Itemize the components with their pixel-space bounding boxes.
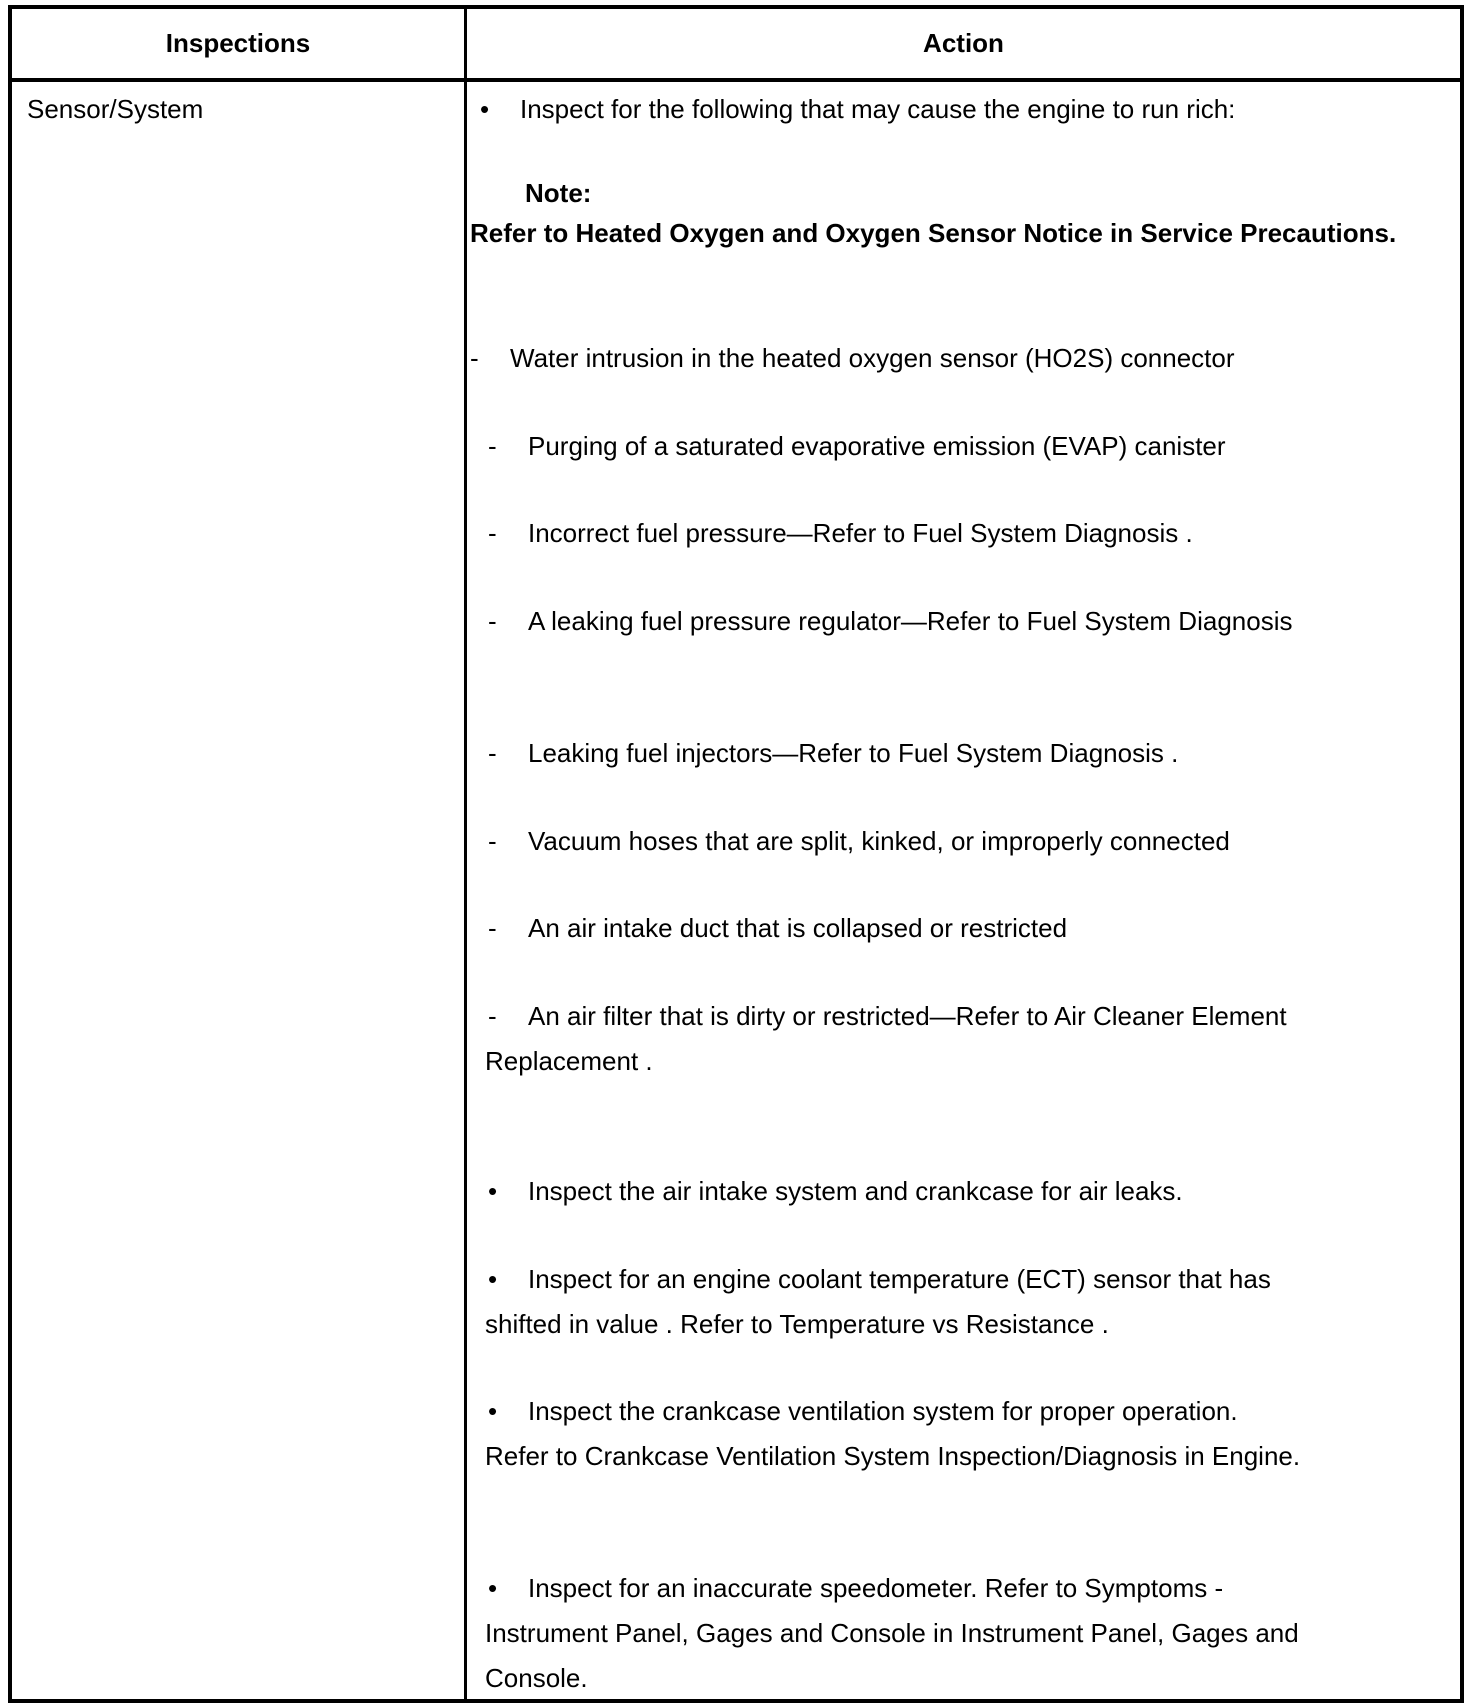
bullet-mark: • — [488, 1396, 498, 1426]
check-text: Inspect for an inaccurate speedometer. Refer to Symptoms - — [528, 1573, 1224, 1603]
check-text: Inspect the crankcase ventilation system for proper operation. — [528, 1396, 1238, 1426]
dash-mark: - — [488, 826, 497, 856]
check-item — [488, 1257, 1271, 1302]
header-action: Action — [923, 28, 1004, 58]
dash-mark: - — [488, 606, 497, 636]
dash-mark: - — [488, 913, 497, 943]
cause-text: A leaking fuel pressure regulator—Refer to Fuel System Diagnosis — [528, 606, 1293, 636]
check-continuation: Refer to Crankcase Ventilation System Inspection/Diagnosis in Engine. — [485, 1441, 1301, 1471]
header-inspections: Inspections — [165, 28, 311, 58]
dash-mark: - — [488, 518, 497, 548]
cause-text: Leaking fuel injectors—Refer to Fuel System Diagnosis . — [528, 738, 1179, 768]
bullet-mark: • — [488, 1264, 498, 1294]
cause-item — [488, 599, 1292, 644]
check-continuation: Console. — [485, 1663, 588, 1693]
check-text: Inspect the air intake system and crankcase for air leaks. — [528, 1176, 1183, 1206]
check-item — [488, 1566, 1223, 1611]
inspection-cell: Sensor/System — [27, 94, 204, 124]
cause-item — [488, 731, 1178, 776]
dash-mark: - — [470, 343, 479, 373]
header-rule — [12, 78, 1460, 82]
cause-item — [488, 906, 1067, 951]
cause-item — [488, 819, 1230, 864]
cause-item — [470, 336, 1235, 381]
action-intro-text: Inspect for the following that may cause the engine to run rich: — [520, 94, 1236, 124]
cause-item — [488, 994, 1287, 1039]
note-text: Refer to Heated Oxygen and Oxygen Sensor Notice in Service Precautions. — [470, 218, 1397, 248]
cause-item — [488, 424, 1226, 469]
bullet-mark: • — [488, 1573, 498, 1603]
cause-text: An air filter that is dirty or restricted—Refer to Air Cleaner Element — [528, 1001, 1287, 1031]
bullet-mark: • — [480, 94, 490, 124]
inspection-table — [8, 5, 1464, 1703]
cause-text: Vacuum hoses that are split, kinked, or improperly connected — [528, 826, 1230, 856]
check-text: Inspect for an engine coolant temperature (ECT) sensor that has — [528, 1264, 1271, 1294]
cause-text: An air intake duct that is collapsed or restricted — [528, 913, 1068, 943]
check-item — [488, 1389, 1238, 1434]
dash-mark: - — [488, 1001, 497, 1031]
dash-mark: - — [488, 431, 497, 461]
dash-mark: - — [488, 738, 497, 768]
check-item — [488, 1169, 1183, 1214]
cause-item — [488, 511, 1193, 556]
note-label: Note: — [525, 178, 592, 208]
cause-continuation: Replacement . — [485, 1046, 653, 1076]
cause-text: Incorrect fuel pressure—Refer to Fuel System Diagnosis . — [528, 518, 1193, 548]
cause-text: Water intrusion in the heated oxygen sensor (HO2S) connector — [510, 343, 1235, 373]
column-divider — [464, 9, 467, 1699]
cause-text: Purging of a saturated evaporative emission (EVAP) canister — [528, 431, 1226, 461]
action-intro — [480, 87, 1235, 132]
check-continuation: shifted in value . Refer to Temperature vs Resistance . — [485, 1309, 1109, 1339]
check-continuation: Instrument Panel, Gages and Console in Instrument Panel, Gages and — [485, 1618, 1299, 1648]
bullet-mark: • — [488, 1176, 498, 1206]
